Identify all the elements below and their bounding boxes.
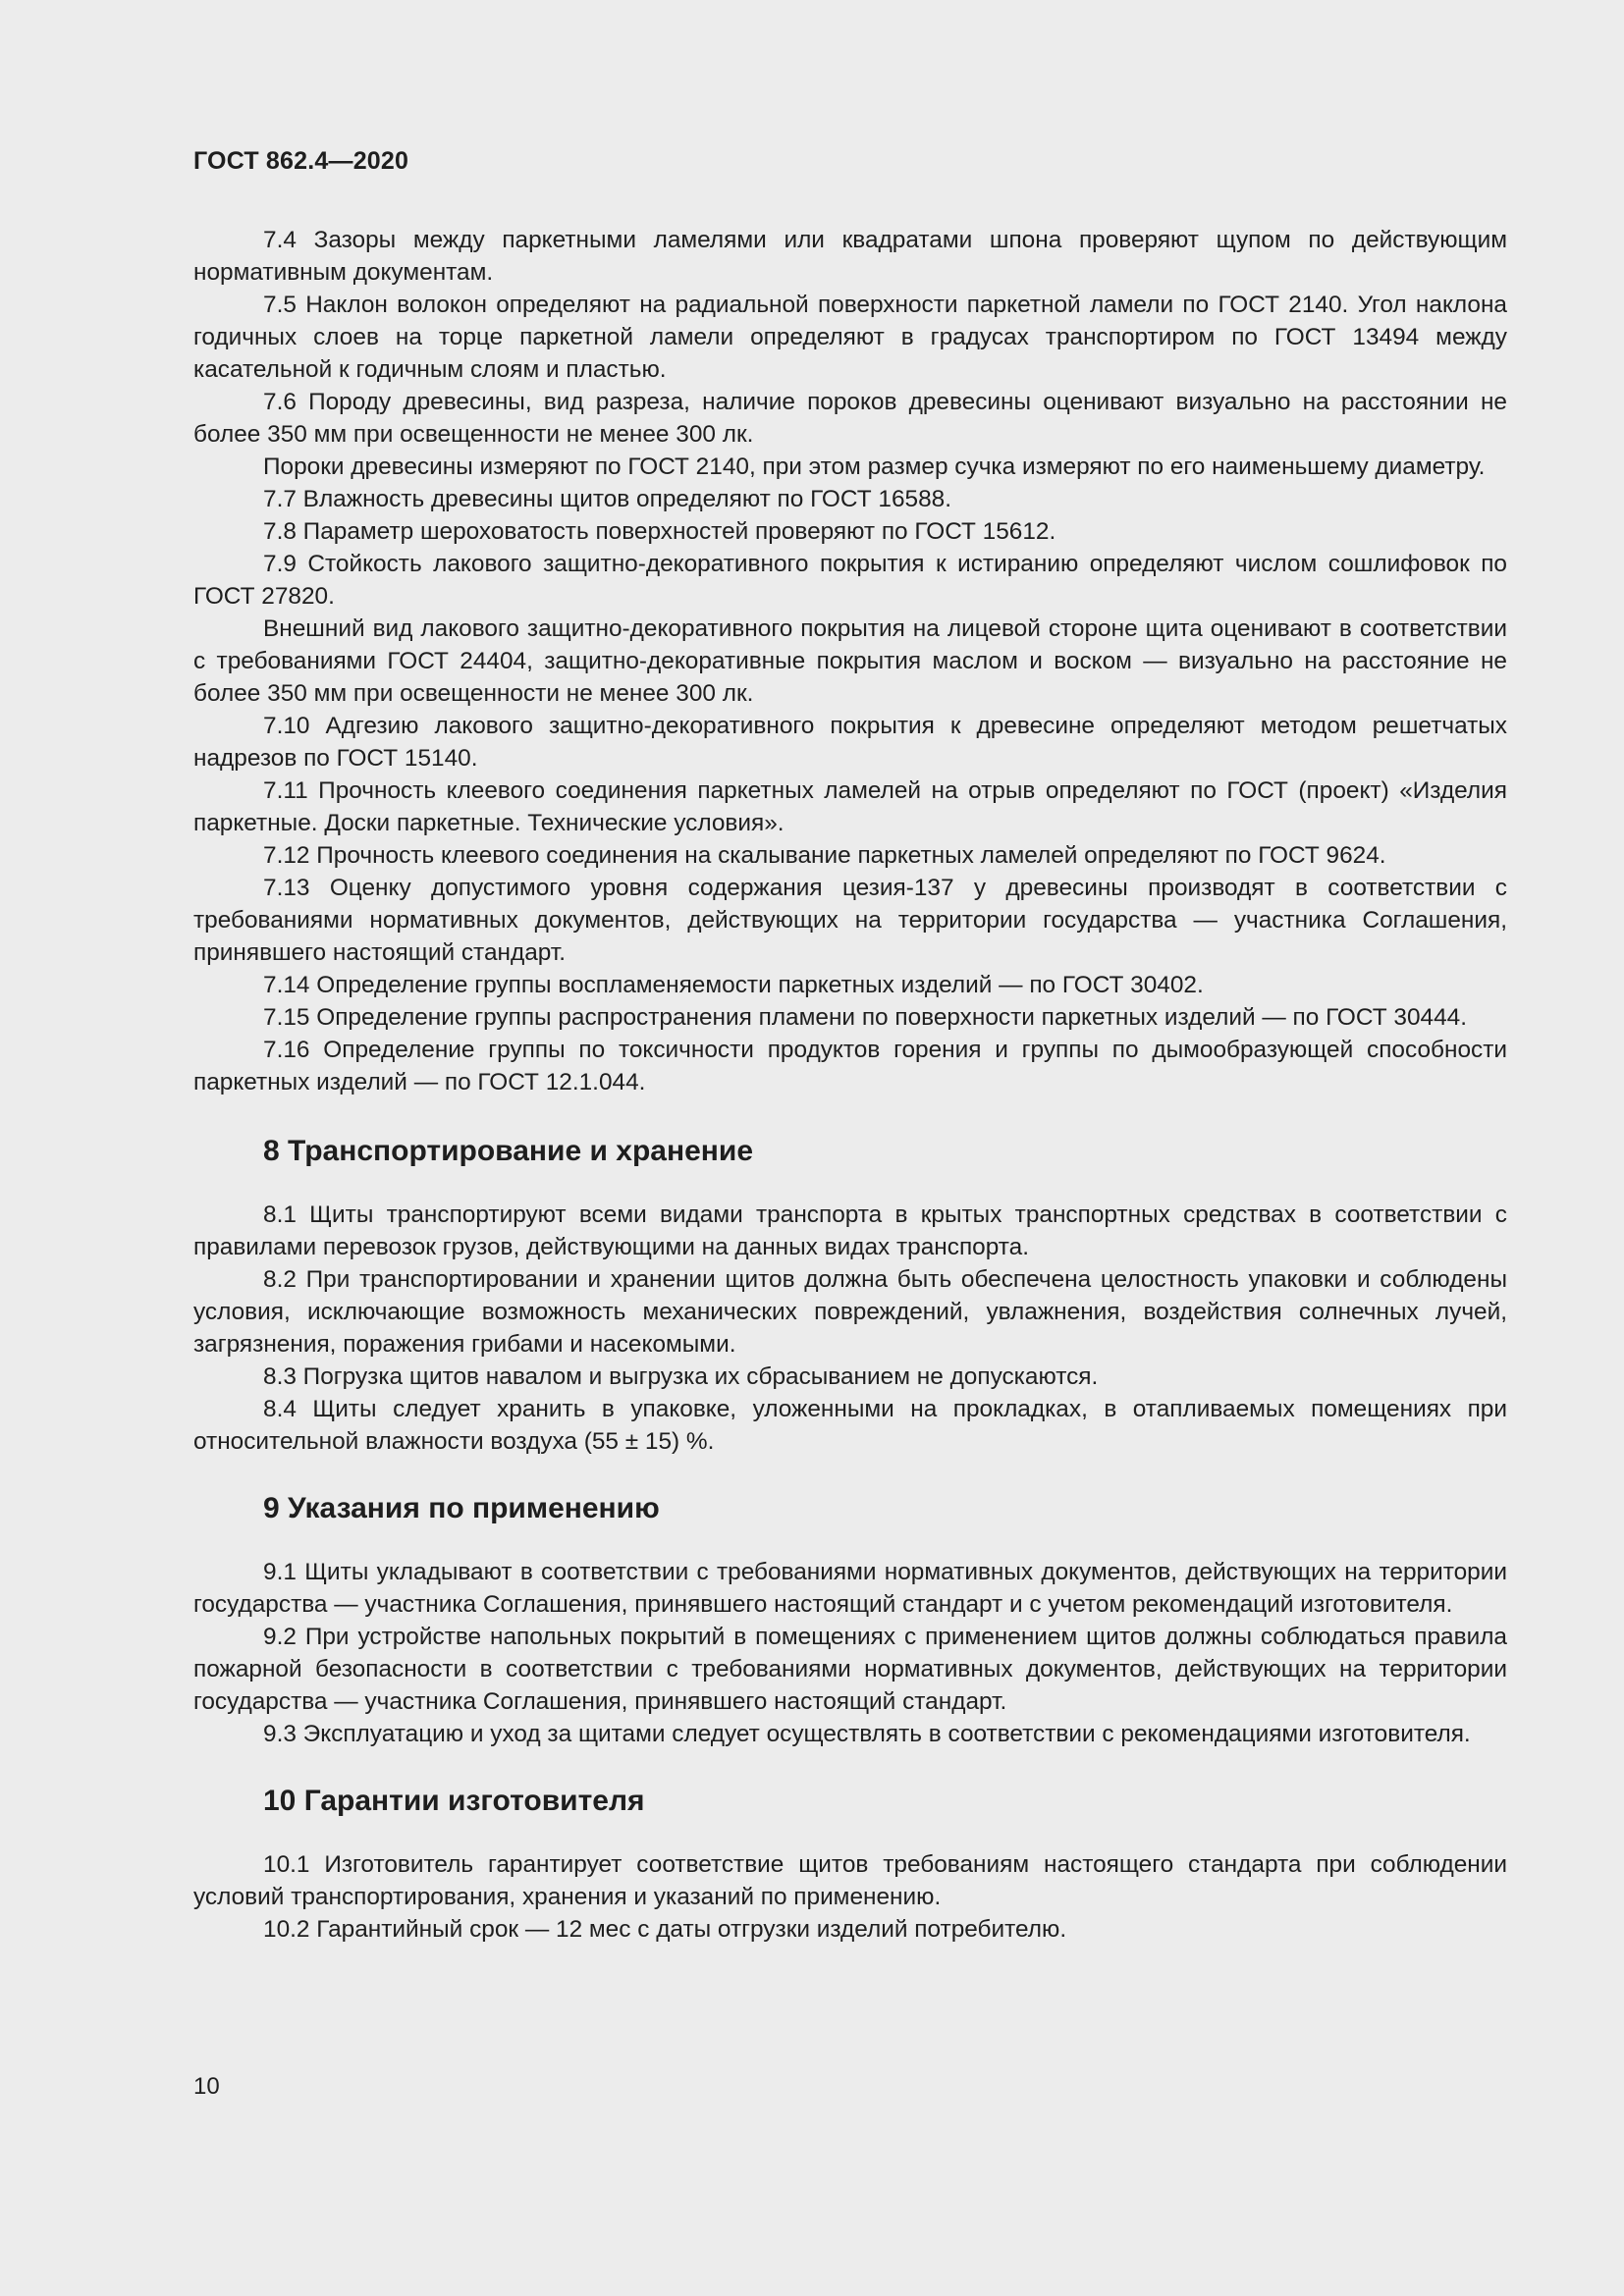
clause-9-3: 9.3 Эксплуатацию и уход за щитами следует осуществлять в соответствии с рекомендациями изготовителя. bbox=[263, 1721, 1471, 1747]
clause-7-6-continued: Пороки древесины измеряют по ГОСТ 2140, при этом размер сучка измеряют по его наименьшему диаметру. bbox=[263, 454, 1486, 480]
page-number: 10 bbox=[193, 2073, 220, 2100]
clause-7-6: 7.6 Породу древесины, вид разреза, наличие пороков древесины оценивают визуально на расстоянии не более 350 мм при освещенности не менее 300 лк. bbox=[193, 389, 1507, 448]
spacer bbox=[193, 1458, 1507, 1489]
clause-7-13: 7.13 Оценку допустимого уровня содержания цезия-137 у древесины производят в соответствии с требованиями нормативных документов, действующих на территории государства — участника Соглашения, принявшего настоящий стандарт. bbox=[193, 875, 1507, 966]
clause-7-15: 7.15 Определение группы распространения пламени по поверхности паркетных изделий — по ГОСТ 30444. bbox=[263, 1004, 1467, 1031]
clause-8-2: 8.2 При транспортировании и хранении щитов должна быть обеспечена целостность упаковки и соблюдены условия, исключающие возможность механических повреждений, увлажнения, воздействия солнечных лучей, загрязнения, поражения грибами и насекомыми. bbox=[193, 1266, 1507, 1358]
clause-7-11: 7.11 Прочность клеевого соединения паркетных ламелей на отрыв определяют по ГОСТ (проект) «Изделия паркетные. Доски паркетные. Технические условия». bbox=[193, 777, 1507, 836]
clause-8-3: 8.3 Погрузка щитов навалом и выгрузка их сбрасыванием не допускаются. bbox=[263, 1363, 1099, 1390]
section-8-heading: 8 Транспортирование и хранение bbox=[263, 1135, 754, 1167]
clause-7-10: 7.10 Адгезию лакового защитно-декоративного покрытия к древесине определяют методом решетчатых надрезов по ГОСТ 15140. bbox=[193, 713, 1507, 772]
clause-7-9-continued: Внешний вид лакового защитно-декоративного покрытия на лицевой стороне щита оценивают в соответствии с требованиями ГОСТ 24404, защитно-декоративные покрытия маслом и воском — визуально на расстояние не более 350 мм при освещенности не менее 300 лк. bbox=[193, 615, 1507, 707]
spacer bbox=[193, 1098, 1507, 1132]
clause-7-5: 7.5 Наклон волокон определяют на радиальной поверхности паркетной ламели по ГОСТ 2140. Угол наклона годичных слоев на торце паркетной ламели определяют в градусах транспортиром по ГОСТ 13494 между касательной к годичным слоям и пластью. bbox=[193, 292, 1507, 383]
section-10 bbox=[193, 1782, 1507, 1946]
clause-9-1: 9.1 Щиты укладывают в соответствии с требованиями нормативных документов, действующих на территории государства — участника Соглашения, принявшего настоящий стандарт и с учетом рекомендаций изготовителя. bbox=[193, 1559, 1507, 1618]
section-8 bbox=[193, 1132, 1507, 1458]
clause-10-1: 10.1 Изготовитель гарантирует соответствие щитов требованиям настоящего стандарта при соблюдении условий транспортирования, хранения и указаний по применению. bbox=[193, 1851, 1507, 1910]
document-code: ГОСТ 862.4—2020 bbox=[193, 147, 409, 175]
section-7 bbox=[193, 224, 1507, 1098]
section-9 bbox=[193, 1489, 1507, 1750]
document-body bbox=[193, 224, 1507, 1946]
spacer bbox=[193, 1528, 1507, 1556]
spacer bbox=[193, 1750, 1507, 1782]
clause-7-8: 7.8 Параметр шероховатость поверхностей проверяют по ГОСТ 15612. bbox=[263, 518, 1056, 545]
clause-7-7: 7.7 Влажность древесины щитов определяют по ГОСТ 16588. bbox=[263, 486, 951, 512]
clause-7-4: 7.4 Зазоры между паркетными ламелями или квадратами шпона проверяют щупом по действующим нормативным документам. bbox=[193, 227, 1507, 286]
clause-8-4: 8.4 Щиты следует хранить в упаковке, уложенными на прокладках, в отапливаемых помещениях при относительной влажности воздуха (55 ± 15) %. bbox=[193, 1396, 1507, 1455]
clause-8-1: 8.1 Щиты транспортируют всеми видами транспорта в крытых транспортных средствах в соответствии с правилами перевозок грузов, действующими на данных видах транспорта. bbox=[193, 1201, 1507, 1260]
section-9-heading: 9 Указания по применению bbox=[263, 1492, 660, 1524]
clause-7-16: 7.16 Определение группы по токсичности продуктов горения и группы по дымообразующей способности паркетных изделий — по ГОСТ 12.1.044. bbox=[193, 1037, 1507, 1095]
spacer bbox=[193, 1171, 1507, 1199]
clause-7-9: 7.9 Стойкость лакового защитно-декоративного покрытия к истиранию определяют числом сошлифовок по ГОСТ 27820. bbox=[193, 551, 1507, 610]
clause-7-12: 7.12 Прочность клеевого соединения на скалывание паркетных ламелей определяют по ГОСТ 9624. bbox=[263, 842, 1386, 869]
section-10-heading: 10 Гарантии изготовителя bbox=[263, 1785, 645, 1817]
spacer bbox=[193, 1821, 1507, 1848]
clause-9-2: 9.2 При устройстве напольных покрытий в помещениях с применением щитов должны соблюдаться правила пожарной безопасности в соответствии с требованиями нормативных документов, действующих на территории государства — участника Соглашения, принявшего настоящий стандарт. bbox=[193, 1624, 1507, 1715]
clause-10-2: 10.2 Гарантийный срок — 12 мес с даты отгрузки изделий потребителю. bbox=[263, 1916, 1067, 1943]
clause-7-14: 7.14 Определение группы воспламеняемости паркетных изделий — по ГОСТ 30402. bbox=[263, 972, 1204, 998]
